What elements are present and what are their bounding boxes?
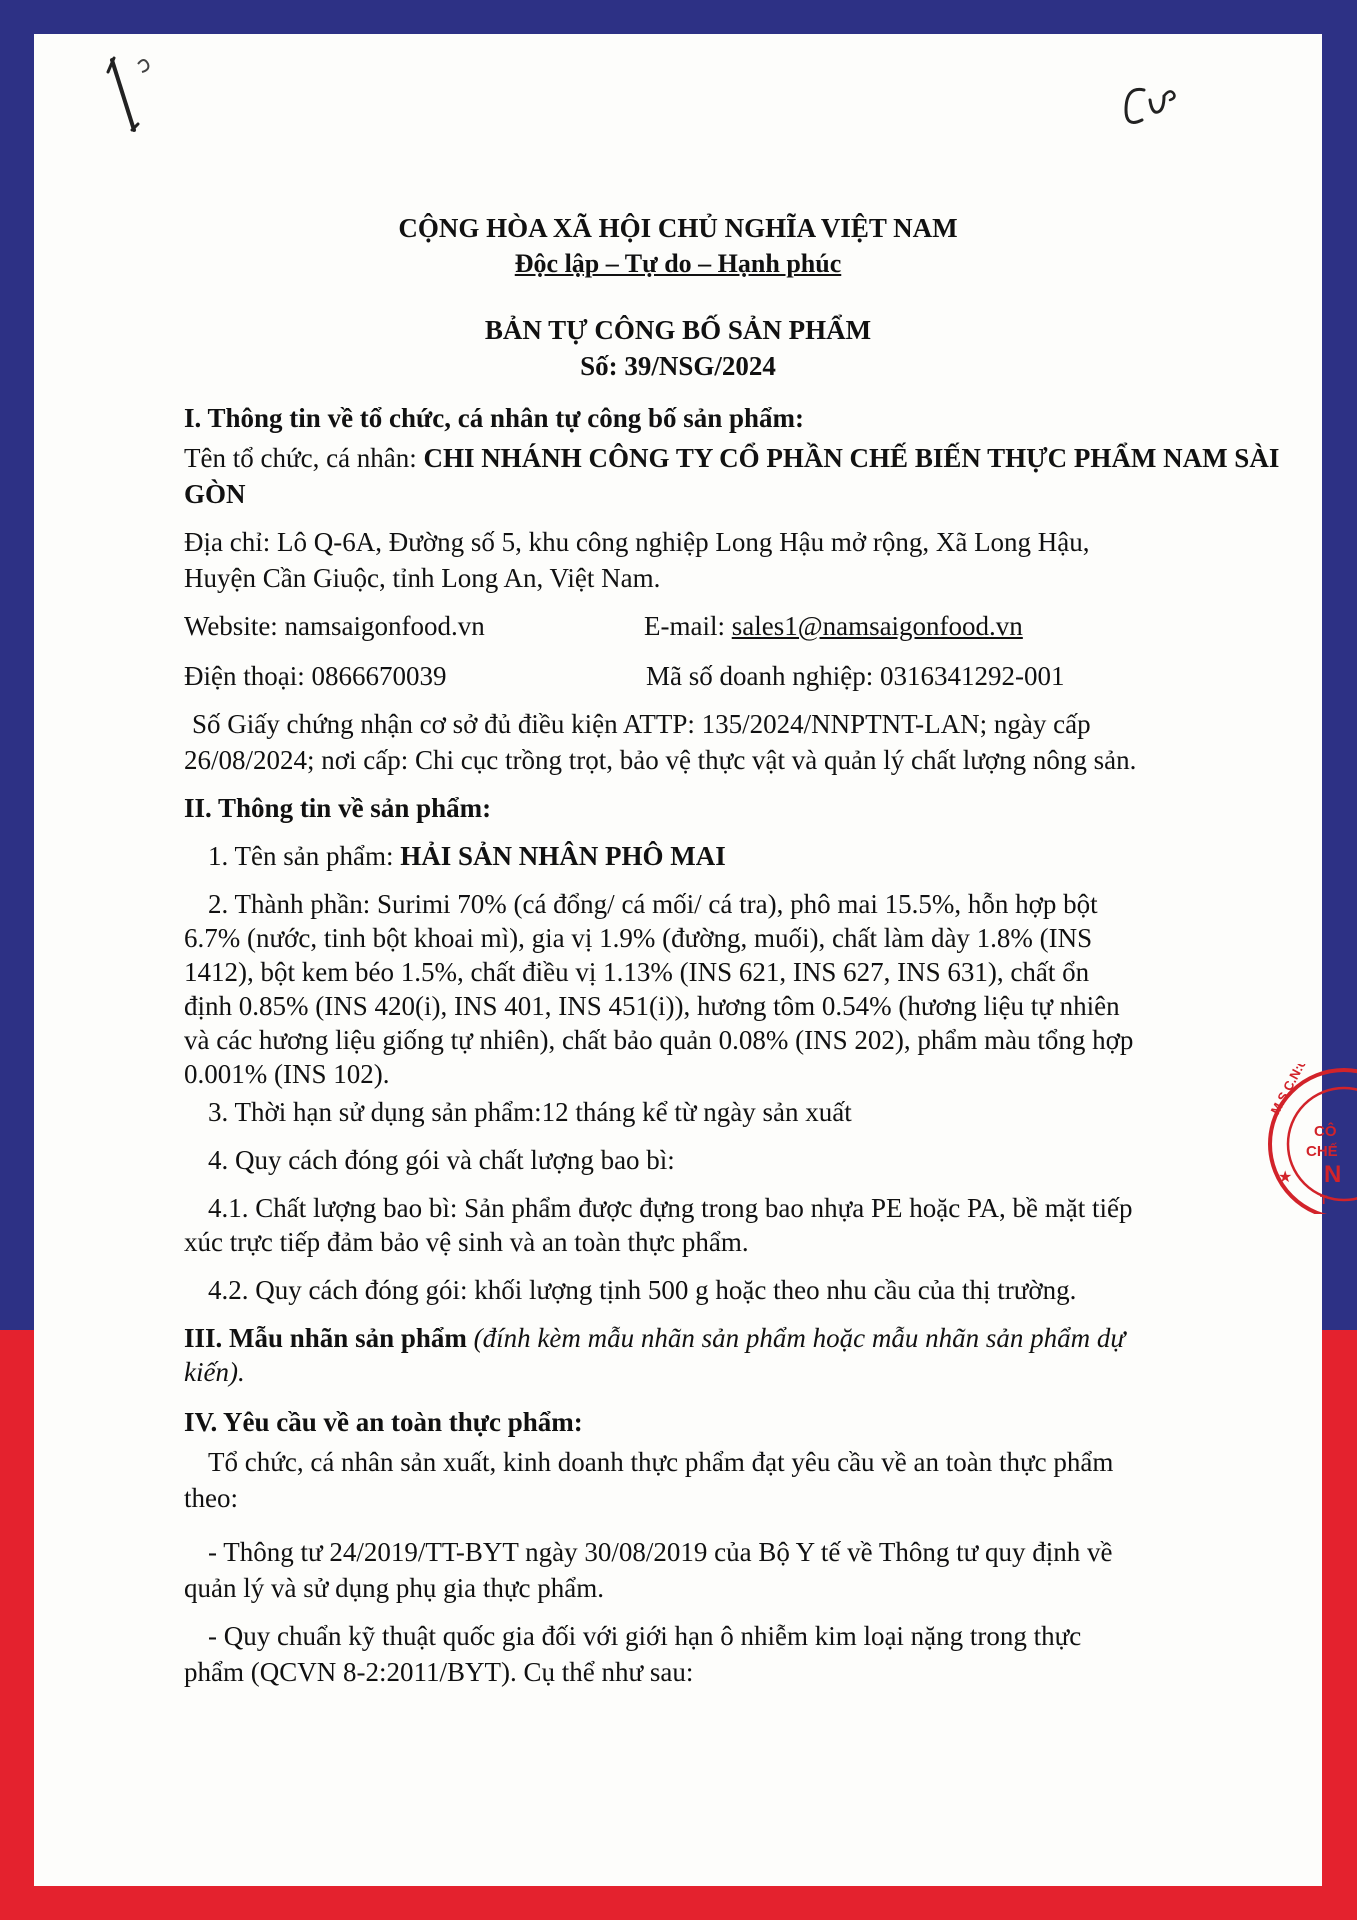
org-label: Tên tổ chức, cá nhân: xyxy=(184,443,424,473)
email-label: E-mail: xyxy=(644,611,732,641)
page-mark-text: 1 xyxy=(74,42,75,43)
cert-line-1: Số Giấy chứng nhận cơ sở đủ điều kiện ATTP: 135/2024/NNPTNT-LAN; ngày cấp xyxy=(192,709,1091,739)
section-4-item-2-line-1: - Quy chuẩn kỹ thuật quốc gia đối với giới hạn ô nhiễm kim loại nặng trong thực xyxy=(208,1621,1082,1651)
handwritten-corner-mark xyxy=(1114,70,1194,145)
pack-quality-line-1: 4.1. Chất lượng bao bì: Sản phẩm được đựng trong bao nhựa PE hoặc PA, bề mặt tiếp xyxy=(208,1193,1133,1223)
document-title: BẢN TỰ CÔNG BỐ SẢN PHẨM xyxy=(484,315,872,345)
document-page xyxy=(34,34,1342,1886)
section-4-item-1-line-1: - Thông tư 24/2019/TT-BYT ngày 30/08/2019 của Bộ Y tế về Thông tư quy định về xyxy=(208,1537,1113,1567)
address-line-1: Địa chỉ: Lô Q-6A, Đường số 5, khu công nghiệp Long Hậu mở rộng, Xã Long Hậu, xyxy=(184,527,1090,557)
pack-quality-line-2: xúc trực tiếp đảm bảo vệ sinh và an toàn thực phẩm. xyxy=(184,1227,749,1257)
product-name: HẢI SẢN NHÂN PHÔ MAI xyxy=(400,841,726,871)
section-3-note: (đính kèm mẫu nhãn sản phẩm hoặc mẫu nhãn sản phẩm dự xyxy=(473,1323,1126,1353)
national-heading: CỘNG HÒA XÃ HỘI CHỦ NGHĨA VIỆT NAM xyxy=(398,213,958,243)
seal-ring-text: M.S.C.N:03 xyxy=(1267,1064,1313,1117)
section-1-heading: I. Thông tin về tổ chức, cá nhân tự công bố sản phẩm: xyxy=(184,403,805,433)
ingredients-line-4: định 0.85% (INS 420(i), INS 401, INS 451(i)), hương tôm 0.54% (hương liệu tự nhiên xyxy=(184,991,1120,1021)
corner-mark-text: Cử xyxy=(1114,70,1116,71)
ingredients-line-1: 2. Thành phần: Surimi 70% (cá đổng/ cá mối/ cá tra), phô mai 15.5%, hỗn hợp bột xyxy=(208,889,1098,919)
seal-inner-line-2: CHẾ xyxy=(1306,1143,1338,1160)
product-label: 1. Tên sản phẩm: xyxy=(208,841,401,871)
packaging-heading: 4. Quy cách đóng gói và chất lượng bao bì: xyxy=(208,1145,675,1175)
email-line xyxy=(644,608,1023,644)
handwritten-page-mark xyxy=(74,42,164,147)
address-line-2: Huyện Cần Giuộc, tỉnh Long An, Việt Nam. xyxy=(184,563,661,593)
product-line xyxy=(208,838,726,874)
section-4-item-1-line-2: quản lý và sử dụng phụ gia thực phẩm. xyxy=(184,1573,604,1603)
ingredients-line-3: 1412), bột kem béo 1.5%, chất điều vị 1.13% (INS 621, INS 627, INS 631), chất ổn xyxy=(184,957,1090,987)
section-4-heading: IV. Yêu cầu về an toàn thực phẩm: xyxy=(184,1407,583,1437)
seal-star-icon: ★ xyxy=(1278,1169,1293,1186)
org-line xyxy=(184,440,1279,476)
seal-inner-line-4: T xyxy=(1320,1193,1328,1207)
email-link[interactable]: sales1@namsaigonfood.vn xyxy=(731,611,1023,641)
ingredients-line-2: 6.7% (nước, tinh bột khoai mì), gia vị 1.9% (đường, muối), chất làm dày 1.8% (INS xyxy=(184,923,1093,953)
national-motto: Độc lập – Tự do – Hạnh phúc xyxy=(514,249,842,278)
org-name: CHI NHÁNH CÔNG TY CỔ PHẦN CHẾ BIẾN THỰC PHẨM NAM SÀI xyxy=(423,443,1280,473)
section-4-item-2-line-2: phẩm (QCVN 8-2:2011/BYT). Cụ thể như sau: xyxy=(184,1657,694,1687)
org-name-cont: GÒN xyxy=(184,479,246,509)
tax-id: Mã số doanh nghiệp: 0316341292-001 xyxy=(646,661,1065,691)
section-3-note-cont: kiến). xyxy=(184,1357,245,1387)
seal-inner-line-3: N xyxy=(1324,1161,1342,1188)
section-4-intro-2: theo: xyxy=(184,1483,238,1513)
website: Website: namsaigonfood.vn xyxy=(184,611,485,641)
company-seal-stamp xyxy=(1254,1064,1357,1214)
shelf-life: 3. Thời hạn sử dụng sản phẩm:12 tháng kể từ ngày sản xuất xyxy=(208,1097,852,1127)
section-3-heading: III. Mẫu nhãn sản phẩm xyxy=(184,1323,474,1353)
section-3-line-1 xyxy=(184,1320,1125,1356)
ingredients-line-6: 0.001% (INS 102). xyxy=(184,1059,390,1089)
cert-line-2: 26/08/2024; nơi cấp: Chi cục trồng trọt, bảo vệ thực vật và quản lý chất lượng nông sản. xyxy=(184,745,1137,775)
seal-inner-line-1: CÔ xyxy=(1314,1123,1337,1140)
ingredients-line-5: và các hương liệu giống tự nhiên), chất bảo quản 0.08% (INS 202), phẩm màu tổng hợp xyxy=(184,1025,1134,1055)
pack-spec: 4.2. Quy cách đóng gói: khối lượng tịnh 500 g hoặc theo nhu cầu của thị trường. xyxy=(208,1275,1077,1305)
phone: Điện thoại: 0866670039 xyxy=(184,661,447,691)
section-4-intro-1: Tổ chức, cá nhân sản xuất, kinh doanh thực phẩm đạt yêu cầu về an toàn thực phẩm xyxy=(208,1447,1114,1477)
section-2-heading: II. Thông tin về sản phẩm: xyxy=(184,793,492,823)
document-number: Số: 39/NSG/2024 xyxy=(580,351,776,381)
